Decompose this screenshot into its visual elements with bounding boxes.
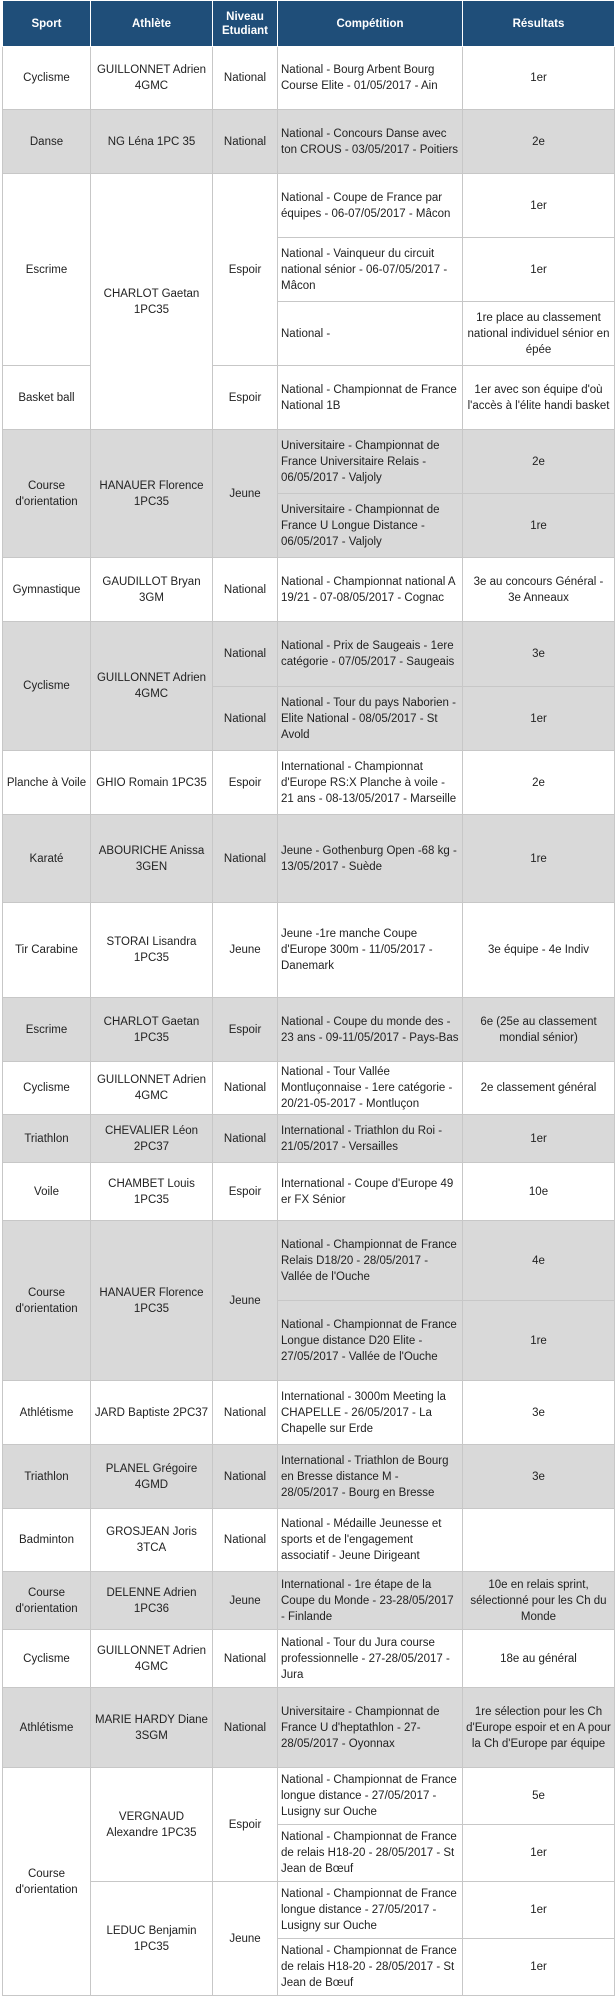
athlete-cell: STORAI Lisandra 1PC35 <box>91 903 213 998</box>
competition-cell: Jeune -1re manche Coupe d'Europe 300m - 11/05/2017 - Danemark <box>278 903 463 998</box>
result-cell: 2e classement général <box>463 1062 615 1115</box>
niveau-cell: Jeune <box>213 430 278 558</box>
competition-cell: National - Tour du Jura course professionnelle - 27-28/05/2017 - Jura <box>278 1630 463 1688</box>
result-cell: 1er <box>463 238 615 302</box>
competition-cell: International - Championnat d'Europe RS:X Planche à voile - 21 ans - 08-13/05/2017 - Marseille <box>278 751 463 815</box>
athlete-cell: GHIO Romain 1PC35 <box>91 751 213 815</box>
sport-cell: Escrime <box>3 998 91 1062</box>
athlete-cell: NG Léna 1PC 35 <box>91 110 213 174</box>
table-row <box>3 751 615 815</box>
competition-cell: Universitaire - Championnat de France U d'heptathlon - 27-28/05/2017 - Oyonnax <box>278 1688 463 1768</box>
table-row <box>3 815 615 903</box>
sport-cell: Course d'orientation <box>3 1221 91 1381</box>
competition-cell: Jeune - Gothenburg Open -68 kg - 13/05/2017 - Suède <box>278 815 463 903</box>
athlete-cell: VERGNAUD Alexandre 1PC35 <box>91 1768 213 1882</box>
table-row <box>3 903 615 998</box>
competition-cell: International - Triathlon de Bourg en Bresse distance M - 28/05/2017 - Bourg en Bresse <box>278 1445 463 1509</box>
result-cell: 1er <box>463 687 615 751</box>
competition-cell: National - Coupe du monde des - 23 ans - 09-11/05/2017 - Pays-Bas <box>278 998 463 1062</box>
competition-cell: International - 1re étape de la Coupe du Monde - 23-28/05/2017 - Finlande <box>278 1572 463 1630</box>
niveau-cell: Jeune <box>213 1221 278 1381</box>
athlete-cell: GROSJEAN Joris 3TCA <box>91 1509 213 1572</box>
competition-cell: National - Championnat national A 19/21 - 07-08/05/2017 - Cognac <box>278 558 463 622</box>
table-row <box>3 998 615 1062</box>
niveau-cell: National <box>213 815 278 903</box>
result-cell: 1er <box>463 47 615 110</box>
table-row <box>3 1445 615 1509</box>
result-cell: 3e équipe - 4e Indiv <box>463 903 615 998</box>
niveau-cell: National <box>213 558 278 622</box>
athlete-cell: MARIE HARDY Diane 3SGM <box>91 1688 213 1768</box>
athlete-cell: GUILLONNET Adrien 4GMC <box>91 1630 213 1688</box>
competition-cell: International - Triathlon du Roi - 21/05/2017 - Versailles <box>278 1115 463 1163</box>
table-row <box>3 1381 615 1445</box>
sport-cell: Planche à Voile <box>3 751 91 815</box>
niveau-cell: Espoir <box>213 366 278 430</box>
result-cell: 1re <box>463 494 615 558</box>
table-row <box>3 430 615 494</box>
table-row <box>3 1768 615 1825</box>
niveau-cell: Espoir <box>213 998 278 1062</box>
niveau-cell: Jeune <box>213 1882 278 1996</box>
sport-cell: Cyclisme <box>3 47 91 110</box>
competition-cell: International - 3000m Meeting la CHAPELLE - 26/05/2017 - La Chapelle sur Erde <box>278 1381 463 1445</box>
athlete-cell: GUILLONNET Adrien 4GMC <box>91 47 213 110</box>
competition-cell: National - Vainqueur du circuit national sénior - 06-07/05/2017 - Mâcon <box>278 238 463 302</box>
result-cell: 5e <box>463 1768 615 1825</box>
niveau-cell: Espoir <box>213 1768 278 1882</box>
athlete-cell: JARD Baptiste 2PC37 <box>91 1381 213 1445</box>
niveau-cell: National <box>213 47 278 110</box>
athlete-cell: DELENNE Adrien 1PC36 <box>91 1572 213 1630</box>
sport-cell: Escrime <box>3 174 91 366</box>
athlete-cell: ABOURICHE Anissa 3GEN <box>91 815 213 903</box>
table-row <box>3 1630 615 1688</box>
result-cell: 3e <box>463 1381 615 1445</box>
result-cell <box>463 1509 615 1572</box>
result-cell: 1er avec son équipe d'où l'accès à l'élite handi basket <box>463 366 615 430</box>
result-cell: 1re <box>463 815 615 903</box>
sport-cell: Badminton <box>3 1509 91 1572</box>
table-row <box>3 174 615 238</box>
competition-cell: International - Coupe d'Europe 49 er FX Sénior <box>278 1163 463 1221</box>
sport-cell: Basket ball <box>3 366 91 430</box>
competition-cell: National - Championnat de France de relais H18-20 - 28/05/2017 - St Jean de Bœuf <box>278 1825 463 1882</box>
athlete-cell: CHAMBET Louis 1PC35 <box>91 1163 213 1221</box>
result-cell: 1er <box>463 1939 615 1996</box>
header-competition: Compétition <box>278 1 463 47</box>
niveau-cell: Jeune <box>213 903 278 998</box>
result-cell: 6e (25e au classement mondial sénior) <box>463 998 615 1062</box>
sport-cell: Gymnastique <box>3 558 91 622</box>
competition-cell: National - Championnat de France Relais D18/20 - 28/05/2017 - Vallée de l'Ouche <box>278 1221 463 1301</box>
competition-cell: National - Coupe de France par équipes - 06-07/05/2017 - Mâcon <box>278 174 463 238</box>
niveau-cell: National <box>213 1115 278 1163</box>
athlete-cell: CHARLOT Gaetan 1PC35 <box>91 998 213 1062</box>
result-cell: 1re <box>463 1301 615 1381</box>
sport-cell: Cyclisme <box>3 1630 91 1688</box>
sport-cell: Athlétisme <box>3 1688 91 1768</box>
athlete-cell: CHEVALIER Léon 2PC37 <box>91 1115 213 1163</box>
table-row <box>3 1688 615 1768</box>
table-row <box>3 1115 615 1163</box>
competition-cell: National - Prix de Saugeais - 1ere catégorie - 07/05/2017 - Saugeais <box>278 622 463 687</box>
sport-cell: Course d'orientation <box>3 1572 91 1630</box>
competition-cell: National - Championnat de France National 1B <box>278 366 463 430</box>
competition-cell: Universitaire - Championnat de France Universitaire Relais - 06/05/2017 - Valjoly <box>278 430 463 494</box>
athlete-cell: PLANEL Grégoire 4GMD <box>91 1445 213 1509</box>
sport-cell: Voile <box>3 1163 91 1221</box>
competition-cell: National - Concours Danse avec ton CROUS - 03/05/2017 - Poitiers <box>278 110 463 174</box>
result-cell: 10e <box>463 1163 615 1221</box>
competition-cell: National - Championnat de France longue distance - 27/05/2017 - Lusigny sur Ouche <box>278 1882 463 1939</box>
sport-cell: Danse <box>3 110 91 174</box>
sport-cell: Course d'orientation <box>3 430 91 558</box>
table-row <box>3 47 615 110</box>
table-row <box>3 110 615 174</box>
athlete-cell: GAUDILLOT Bryan 3GM <box>91 558 213 622</box>
table-row <box>3 1163 615 1221</box>
niveau-cell: Jeune <box>213 1572 278 1630</box>
competition-cell: Universitaire - Championnat de France U Longue Distance - 06/05/2017 - Valjoly <box>278 494 463 558</box>
result-cell: 2e <box>463 751 615 815</box>
competition-cell: National - Championnat de France longue distance - 27/05/2017 - Lusigny sur Ouche <box>278 1768 463 1825</box>
result-cell: 1er <box>463 1115 615 1163</box>
athlete-cell: GUILLONNET Adrien 4GMC <box>91 1062 213 1115</box>
table-row <box>3 1882 615 1939</box>
results-table <box>2 0 615 1996</box>
table-row <box>3 1572 615 1630</box>
sport-cell: Tir Carabine <box>3 903 91 998</box>
result-cell: 2e <box>463 110 615 174</box>
niveau-cell: Espoir <box>213 1163 278 1221</box>
sport-cell: Triathlon <box>3 1445 91 1509</box>
sport-cell: Karaté <box>3 815 91 903</box>
niveau-cell: National <box>213 1062 278 1115</box>
header-athlete: Athlète <box>91 1 213 47</box>
result-cell: 4e <box>463 1221 615 1301</box>
header-niveau: Niveau Etudiant <box>213 1 278 47</box>
sport-cell: Cyclisme <box>3 622 91 751</box>
competition-cell: National - Bourg Arbent Bourg Course Elite - 01/05/2017 - Ain <box>278 47 463 110</box>
header-results: Résultats <box>463 1 615 47</box>
sport-cell: Course d'orientation <box>3 1768 91 1996</box>
header-row <box>3 1 615 47</box>
competition-cell: National - Championnat de France Longue distance D20 Elite - 27/05/2017 - Vallée de l'Ouche <box>278 1301 463 1381</box>
niveau-cell: National <box>213 1381 278 1445</box>
niveau-cell: Espoir <box>213 174 278 366</box>
result-cell: 3e au concours Général - 3e Anneaux <box>463 558 615 622</box>
result-cell: 1re sélection pour les Ch d'Europe espoir et en A pour la Ch d'Europe par équipe <box>463 1688 615 1768</box>
table-row <box>3 622 615 687</box>
result-cell: 2e <box>463 430 615 494</box>
niveau-cell: National <box>213 622 278 687</box>
table-row <box>3 1221 615 1301</box>
niveau-cell: National <box>213 110 278 174</box>
result-cell: 10e en relais sprint, sélectionné pour les Ch du Monde <box>463 1572 615 1630</box>
athlete-cell: HANAUER Florence 1PC35 <box>91 430 213 558</box>
athlete-cell: LEDUC Benjamin 1PC35 <box>91 1882 213 1996</box>
niveau-cell: National <box>213 1688 278 1768</box>
competition-cell: National - Médaille Jeunesse et sports et de l'engagement associatif - Jeune Dirigeant <box>278 1509 463 1572</box>
competition-cell: National - Tour du pays Naborien - Elite National - 08/05/2017 - St Avold <box>278 687 463 751</box>
niveau-cell: National <box>213 1445 278 1509</box>
result-cell: 1re place au classement national individuel sénior en épée <box>463 302 615 366</box>
athlete-cell: CHARLOT Gaetan 1PC35 <box>91 174 213 430</box>
result-cell: 18e au général <box>463 1630 615 1688</box>
result-cell: 1er <box>463 174 615 238</box>
sport-cell: Triathlon <box>3 1115 91 1163</box>
competition-cell: National - Championnat de France de relais H18-20 - 28/05/2017 - St Jean de Bœuf <box>278 1939 463 1996</box>
athlete-cell: GUILLONNET Adrien 4GMC <box>91 622 213 751</box>
niveau-cell: National <box>213 687 278 751</box>
header-sport: Sport <box>3 1 91 47</box>
result-cell: 1er <box>463 1882 615 1939</box>
niveau-cell: National <box>213 1509 278 1572</box>
sport-cell: Cyclisme <box>3 1062 91 1115</box>
athlete-cell: HANAUER Florence 1PC35 <box>91 1221 213 1381</box>
sport-cell: Athlétisme <box>3 1381 91 1445</box>
competition-cell: National - <box>278 302 463 366</box>
niveau-cell: Espoir <box>213 751 278 815</box>
table-row <box>3 558 615 622</box>
result-cell: 3e <box>463 622 615 687</box>
table-row <box>3 1509 615 1572</box>
result-cell: 1er <box>463 1825 615 1882</box>
table-row <box>3 1062 615 1115</box>
result-cell: 3e <box>463 1445 615 1509</box>
niveau-cell: National <box>213 1630 278 1688</box>
competition-cell: National - Tour Vallée Montluçonnaise - 1ere catégorie - 20/21-05-2017 - Montluçon <box>278 1062 463 1115</box>
